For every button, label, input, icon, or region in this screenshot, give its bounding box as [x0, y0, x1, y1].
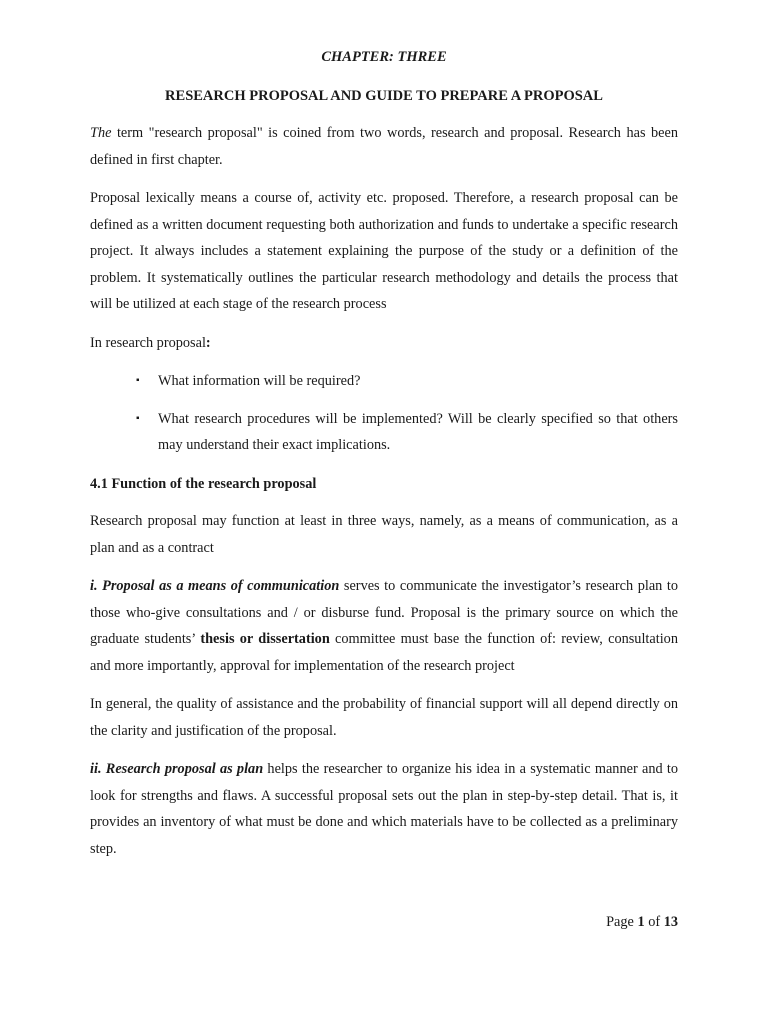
- communication-text-2: committee must base the function of: review, consultation and more importantly, approval for implementation of the research project: [90, 631, 678, 674]
- intro-lead-word: The: [90, 125, 112, 141]
- document-title: RESEARCH PROPOSAL AND GUIDE TO PREPARE A PROPOSAL: [165, 88, 603, 104]
- plan-lead: ii. Research proposal as plan: [90, 761, 264, 777]
- total-pages: 13: [663, 914, 678, 930]
- page-content: [90, 44, 678, 874]
- function-intro-paragraph: Research proposal may function at least in three ways, namely, as a means of communication, as a plan and as a contract: [90, 513, 678, 556]
- section-heading: 4.1 Function of the research proposal: [90, 475, 317, 492]
- list-item: [90, 406, 678, 459]
- intro-paragraph: [90, 120, 678, 173]
- chapter-heading: CHAPTER: THREE: [321, 49, 447, 65]
- list-item-text: What research procedures will be implemented? Will be clearly specified so that others may understand their exact implications.: [158, 410, 678, 453]
- communication-lead: i. Proposal as a means of communication: [90, 578, 340, 594]
- current-page: 1: [637, 914, 645, 930]
- communication-text-1: serves to communicate the investigator’s research plan to those who-give consultations and / or disburse fund. Proposal is the primary source on which the graduate students’: [90, 578, 679, 647]
- plan-text: helps the researcher to organize his idea in a systematic manner and to look for strengths and flaws. A successful proposal sets out the plan in step-by-step detail. That is, it provides an inventory of what must be done and which materials have to be collected as a preliminary step.: [90, 761, 678, 857]
- general-paragraph: In general, the quality of assistance and the probability of financial support will all depend directly on the clarity and justification of the proposal.: [90, 696, 678, 739]
- in-research-proposal-colon: :: [205, 334, 211, 351]
- intro-text: term "research proposal" is coined from two words, research and proposal. Research has been defined in first chapter.: [90, 125, 678, 168]
- list-item: [90, 368, 678, 395]
- in-research-proposal-text: In research proposal: [90, 334, 206, 351]
- communication-paragraph: [90, 573, 678, 679]
- definition-paragraph: Proposal lexically means a course of, activity etc. proposed. Therefore, a research proposal can be defined as a written document requesting both authorization and funds to undertake a specific research project. It always includes a statement explaining the purpose of the study or a definition of the problem. It systematically outlines the particular research methodology and details the process that will be utilized at each stage of the research process: [90, 190, 678, 312]
- page-word: Page: [606, 914, 638, 930]
- thesis-bold-text: thesis or dissertation: [200, 631, 330, 647]
- bullet-icon: ▪: [136, 375, 140, 386]
- question-list: [90, 368, 678, 459]
- of-word: of: [644, 914, 664, 930]
- list-item-text: What information will be required?: [158, 373, 361, 389]
- bullet-icon: ▪: [136, 412, 140, 424]
- page-number: [606, 910, 678, 934]
- in-research-proposal-line: [90, 330, 678, 357]
- plan-paragraph: [90, 756, 678, 862]
